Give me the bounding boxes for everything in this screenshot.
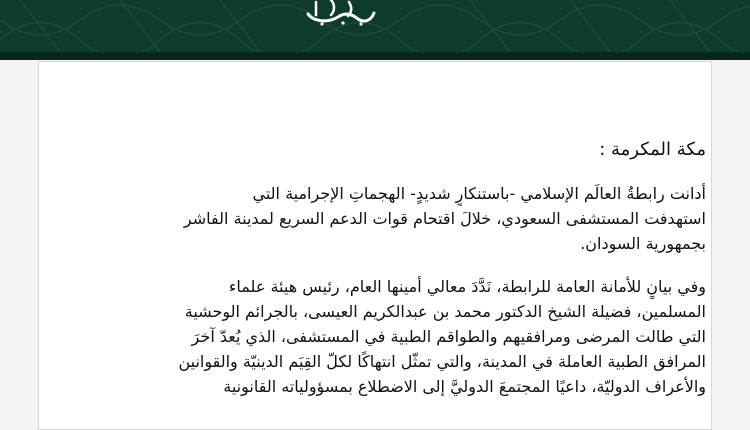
paragraph-2-line-2: المسلمين، فضيلة الشيخ الدكتور محمد بن عبدالكريم العيسى، بالجرائم الوحشية <box>184 302 706 321</box>
header-divider <box>0 52 750 60</box>
paragraph-1-line-3: بجمهورية السودان. <box>580 234 706 253</box>
paragraph-1-line-1: أدانت رابطةُ العالَم الإسلامي -باستنكارٍ شديدٍ- الهجماتِ الإجرامية التي <box>252 184 706 203</box>
document-content <box>48 138 706 417</box>
paragraph-2-line-1: وفي بيانٍ للأمانة العامة للرابطة، نَدَّدَ معالي أمينها العام، رئيس هيئة علماء <box>228 277 706 296</box>
bayan-calligraphy-icon <box>302 0 378 28</box>
paragraph-1-line-2: استهدفت المستشفى السعودي، خلالَ اقتحام قوات الدعم السريع لمدينة الفاشر <box>183 209 706 228</box>
dateline: مكة المكرمة : <box>599 139 706 160</box>
paragraph-2-line-5: والأعراف الدوليّة، داعيًا المجتمعَ الدوليَّ إلى الاضطلاع بمسؤولياته القانونية <box>223 377 706 396</box>
paragraph-2-line-4: المرافق الطبية العاملة في المدينة، والتي تمثّل انتهاكًا لكلّ القِيَم الدينيّة والقوانين <box>178 352 706 371</box>
paragraph-2 <box>48 274 706 399</box>
paragraph-2-line-3: التي طالت المرضى ومرافقيهم والطواقم الطبية في المستشفى، الذي يُعدّ آخرَ <box>191 327 706 346</box>
paragraph-1 <box>48 181 706 256</box>
header-banner <box>0 0 750 52</box>
